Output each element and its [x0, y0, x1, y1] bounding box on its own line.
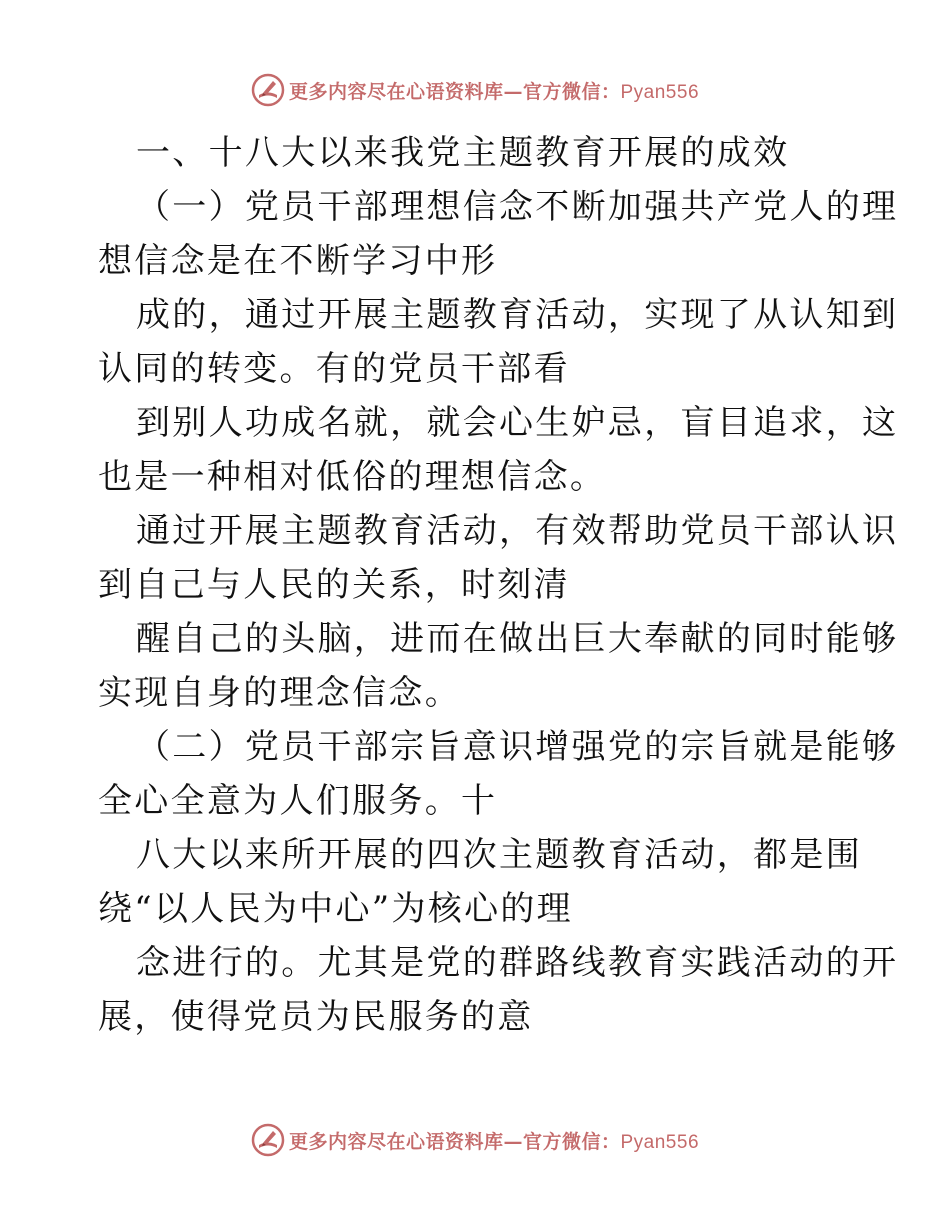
paragraph-line: 认同的转变。有的党员干部看 — [98, 349, 570, 389]
paragraph-line: 展，使得党员为民服务的意 — [98, 997, 534, 1037]
banner-text: 更多内容尽在心语资料库—官方微信：Pyan556 — [288, 80, 700, 103]
document-body — [98, 126, 899, 1044]
paragraph-line: 全心全意为人们服务。十 — [98, 781, 498, 821]
paragraph-line: 绕“以人民为中心”为核心的理 — [98, 889, 573, 929]
paragraph-line: 想信念是在不断学习中形 — [98, 241, 498, 281]
paragraph-line: 到别人功成名就，就会心生妒忌，盲目追求，这 — [136, 403, 899, 443]
paragraph-line: （一）党员干部理想信念不断加强共产党人的理 — [136, 187, 899, 227]
book-pen-logo-icon — [251, 1123, 285, 1157]
paragraph-line: 成的，通过开展主题教育活动，实现了从认知到 — [136, 295, 899, 335]
section-heading: 一、十八大以来我党主题教育开展的成效 — [136, 133, 790, 173]
footer-banner — [0, 1120, 950, 1160]
paragraph-line: 也是一种相对低俗的理想信念。 — [98, 457, 607, 497]
paragraph-line: 八大以来所开展的四次主题教育活动，都是围 — [136, 835, 862, 875]
paragraph-line: 念进行的。尤其是党的群路线教育实践活动的开 — [136, 943, 899, 983]
paragraph-line: 醒自己的头脑，进而在做出巨大奉献的同时能够 — [136, 619, 899, 659]
wechat-id: Pyan556 — [620, 1131, 700, 1153]
paragraph-line: 通过开展主题教育活动，有效帮助党员干部认识 — [136, 511, 899, 551]
paragraph-line: （二）党员干部宗旨意识增强党的宗旨就是能够 — [136, 727, 899, 767]
paragraph-line: 到自己与人民的关系，时刻清 — [98, 565, 570, 605]
wechat-id: Pyan556 — [620, 81, 700, 103]
book-pen-logo-icon — [251, 73, 285, 107]
banner-text: 更多内容尽在心语资料库—官方微信：Pyan556 — [288, 1130, 700, 1153]
header-banner — [0, 70, 950, 110]
paragraph-line: 实现自身的理念信念。 — [98, 673, 461, 713]
